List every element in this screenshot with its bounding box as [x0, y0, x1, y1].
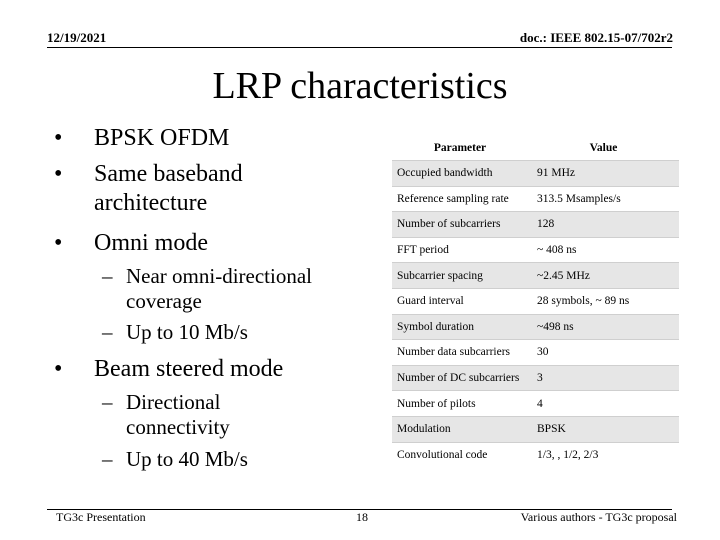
table-row: [392, 263, 679, 289]
bullet-text: • Same baseband architecture: [94, 161, 243, 216]
value-cell: 1/3, , 1/2, 2/3: [528, 442, 679, 467]
value-cell: ~ 408 ns: [528, 237, 679, 263]
table-row: [392, 161, 679, 187]
param-cell: Modulation: [392, 416, 528, 442]
table-row: [392, 442, 679, 467]
table-row: [392, 314, 679, 340]
value-cell: 4: [528, 391, 679, 417]
sub-bullet-text: Directional connectivity: [126, 390, 230, 439]
sub-bullet-up-to-10: [102, 320, 248, 345]
value-cell: ~2.45 MHz: [528, 263, 679, 289]
dash-marker: –: [102, 320, 113, 344]
param-cell: Number of pilots: [392, 391, 528, 417]
table-row: [392, 340, 679, 366]
param-cell: Number of subcarriers: [392, 212, 528, 238]
bullet-text: • BPSK OFDM: [94, 125, 230, 151]
column-header-parameter: Parameter: [433, 142, 487, 154]
footer-page-number: 18: [356, 510, 368, 524]
column-header-value: Value: [589, 142, 618, 154]
param-cell: Reference sampling rate: [392, 186, 528, 212]
bullet-text: • Omni mode: [94, 230, 208, 256]
value-cell: 91 MHz: [528, 161, 679, 187]
param-cell: Convolutional code: [392, 442, 528, 467]
value-cell: 3: [528, 365, 679, 391]
table-header-row: [392, 136, 679, 161]
bullet-omni-mode: [72, 229, 208, 258]
sub-bullet-text: Near omni-directional coverage: [126, 264, 313, 313]
parameters-table: [392, 136, 679, 467]
param-cell: Subcarrier spacing: [392, 263, 528, 289]
value-cell: 30: [528, 340, 679, 366]
table-row: [392, 391, 679, 417]
param-cell: Number data subcarriers: [392, 340, 528, 366]
sub-bullet-text: Up to 10 Mb/s: [126, 320, 248, 344]
table-row: [392, 186, 679, 212]
value-cell: 28 symbols, ~ 89 ns: [528, 288, 679, 314]
param-cell: Symbol duration: [392, 314, 528, 340]
value-cell: 313.5 Msamples/s: [528, 186, 679, 212]
slide-title: LRP characteristics: [212, 65, 508, 107]
param-cell: Occupied bandwidth: [392, 161, 528, 187]
table-row: [392, 416, 679, 442]
bullet-same-baseband: [72, 160, 292, 218]
table-row: [392, 288, 679, 314]
table-row: [392, 365, 679, 391]
header-date: 12/19/2021: [47, 30, 107, 45]
bullet-beam-steered: [72, 355, 283, 384]
footer-authors: Various authors - TG3c proposal: [520, 510, 677, 524]
sub-bullet-text: Up to 40 Mb/s: [126, 447, 248, 471]
table-row: [392, 212, 679, 238]
bullet-bpsk-ofdm: [72, 124, 229, 153]
footer-presentation: TG3c Presentation: [56, 510, 146, 524]
header-doc-id: doc.: IEEE 802.15-07/702r2: [519, 30, 673, 45]
header-rule: [47, 47, 672, 48]
dash-marker: –: [102, 264, 113, 288]
param-cell: FFT period: [392, 237, 528, 263]
sub-bullet-up-to-40: [102, 447, 248, 472]
bullet-text: • Beam steered mode: [94, 356, 284, 382]
dash-marker: –: [102, 390, 113, 414]
sub-bullet-directional: [102, 390, 272, 440]
param-cell: Guard interval: [392, 288, 528, 314]
sub-bullet-near-omni: [102, 264, 352, 314]
param-cell: Number of DC subcarriers: [392, 365, 528, 391]
value-cell: 128: [528, 212, 679, 238]
value-cell: BPSK: [528, 416, 679, 442]
value-cell: ~498 ns: [528, 314, 679, 340]
dash-marker: –: [102, 447, 113, 471]
table-row: [392, 237, 679, 263]
